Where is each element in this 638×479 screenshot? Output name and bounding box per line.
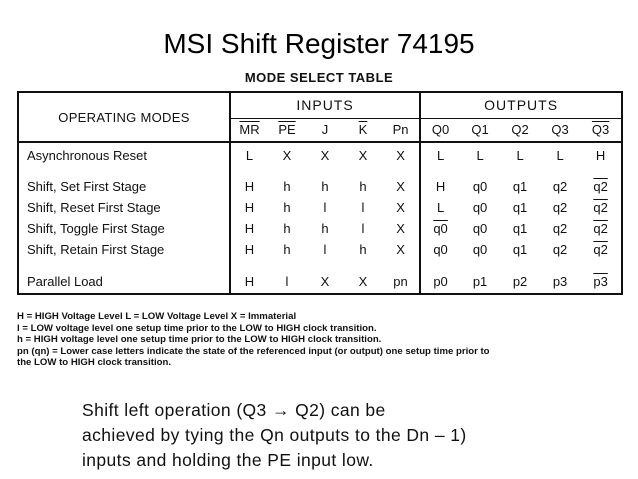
legend — [17, 311, 627, 369]
table-cell: p2 — [500, 269, 540, 294]
table-cell: X — [382, 239, 420, 260]
table-row — [18, 176, 622, 197]
legend-line: H = HIGH Voltage Level L = LOW Voltage Level X = Immaterial — [17, 311, 297, 322]
table-cell: q2 — [552, 179, 568, 194]
table-cell: X — [382, 176, 420, 197]
table-cell: q1 — [512, 221, 528, 236]
table-row — [18, 142, 622, 167]
table-cell: q1 — [512, 242, 528, 257]
table-cell: l — [323, 200, 327, 215]
table-cell: L — [436, 147, 445, 163]
table-cell: h — [283, 200, 291, 215]
mode-cell: Asynchronous Reset — [18, 142, 230, 167]
table-cell: h — [283, 179, 291, 194]
col-q1: Q1 — [471, 122, 489, 138]
table-cell: q2 — [580, 239, 622, 260]
table-cell: q0 — [472, 200, 488, 215]
col-k: $\overline{K}$ — [358, 122, 368, 138]
shift-left-note — [82, 398, 602, 473]
legend-line: pn (qn) = Lower case letters indicate the state of the referenced input (or output) one setup time prior to — [17, 345, 490, 357]
table-cell: q2 — [552, 200, 568, 215]
table-cell: q2 — [580, 197, 622, 218]
table-cell: p3 — [580, 269, 622, 294]
table-cell: h — [283, 221, 291, 236]
table-cell: h — [321, 179, 329, 194]
table-title: MODE SELECT TABLE — [244, 70, 394, 85]
table-cell: L — [556, 147, 564, 163]
mode-cell: Shift, Reset First Stage — [18, 197, 230, 218]
header-outputs: OUTPUTS — [420, 92, 622, 118]
table-cell: H — [435, 179, 446, 194]
table-cell: X — [382, 142, 420, 167]
table-cell: X — [382, 197, 420, 218]
slide-title: MSI Shift Register 74195 — [163, 28, 475, 59]
table-cell: H — [244, 179, 255, 194]
col-pn: Pn — [392, 122, 409, 138]
table-cell: q0 — [433, 242, 448, 257]
table-cell: q0 — [472, 179, 488, 194]
table-cell: q2 — [552, 221, 568, 236]
table-cell: pn — [382, 269, 420, 294]
table-cell: q1 — [512, 200, 528, 215]
col-pe: $\overline{PE}$ — [278, 122, 296, 138]
table-cell: X — [282, 147, 292, 163]
table-cell: p1 — [460, 269, 500, 294]
header-inputs: INPUTS — [230, 92, 420, 118]
col-j: J — [321, 122, 329, 138]
table-cell: h — [321, 221, 329, 236]
mode-cell: Shift, Toggle First Stage — [18, 218, 230, 239]
col-q0: Q0 — [431, 122, 450, 138]
table-cell: H — [244, 200, 255, 215]
table-cell: H — [244, 242, 255, 257]
mode-cell: Shift, Set First Stage — [18, 176, 230, 197]
table-cell: l — [361, 221, 365, 236]
col-q3: Q3 — [551, 122, 569, 138]
table-cell: X — [320, 147, 330, 163]
table-cell: H — [230, 269, 268, 294]
table-cell: l — [361, 200, 365, 215]
table-row — [18, 239, 622, 260]
mode-cell: Parallel Load — [18, 269, 230, 294]
table-cell: h — [359, 242, 367, 257]
legend-line: the LOW to HIGH clock transition. — [17, 357, 172, 368]
col-mr: $\overline{MR}$ — [239, 122, 260, 138]
table-row — [18, 269, 622, 294]
table-cell: p3 — [540, 269, 580, 294]
note-line: inputs and holding the PE input low. — [82, 450, 374, 470]
table-cell: q0 — [472, 242, 488, 257]
table-cell: q1 — [512, 179, 528, 194]
table-cell: q0 — [433, 221, 448, 236]
table-cell: h — [359, 179, 367, 194]
table-cell: p0 — [420, 269, 460, 294]
col-q2: Q2 — [511, 122, 529, 138]
table-cell: q2 — [552, 242, 568, 257]
table-cell: L — [516, 147, 524, 163]
mode-select-table — [17, 91, 623, 295]
table-cell: q2 — [580, 218, 622, 239]
legend-line: l = LOW voltage level one setup time prior to the LOW to HIGH clock transition. — [17, 322, 377, 334]
table-row — [18, 197, 622, 218]
table-cell: q0 — [472, 221, 488, 236]
table-cell: X — [306, 269, 344, 294]
table-cell: X — [344, 269, 382, 294]
table-cell: H — [244, 221, 255, 236]
header-operating-modes: OPERATING MODES — [18, 92, 230, 142]
table-cell: L — [476, 147, 484, 163]
table-row — [18, 218, 622, 239]
table-cell: L — [245, 147, 254, 163]
table-cell: L — [436, 200, 445, 215]
table-cell: l — [268, 269, 306, 294]
table-cell: h — [283, 242, 291, 257]
table-cell: X — [382, 218, 420, 239]
table-cell: X — [358, 147, 368, 163]
note-line: Shift left operation (Q3 → Q2) can be — [82, 400, 386, 420]
note-line: achieved by tying the Qn outputs to the Dn – 1) — [82, 425, 467, 445]
mode-cell: Shift, Retain First Stage — [18, 239, 230, 260]
table-cell: H — [580, 142, 622, 167]
col-q3-bar: Q3 — [591, 122, 610, 138]
table-cell: q2 — [580, 176, 622, 197]
table-cell: l — [323, 242, 327, 257]
legend-line: h = HIGH voltage level one setup time prior to the LOW to HIGH clock transition. — [17, 334, 382, 345]
